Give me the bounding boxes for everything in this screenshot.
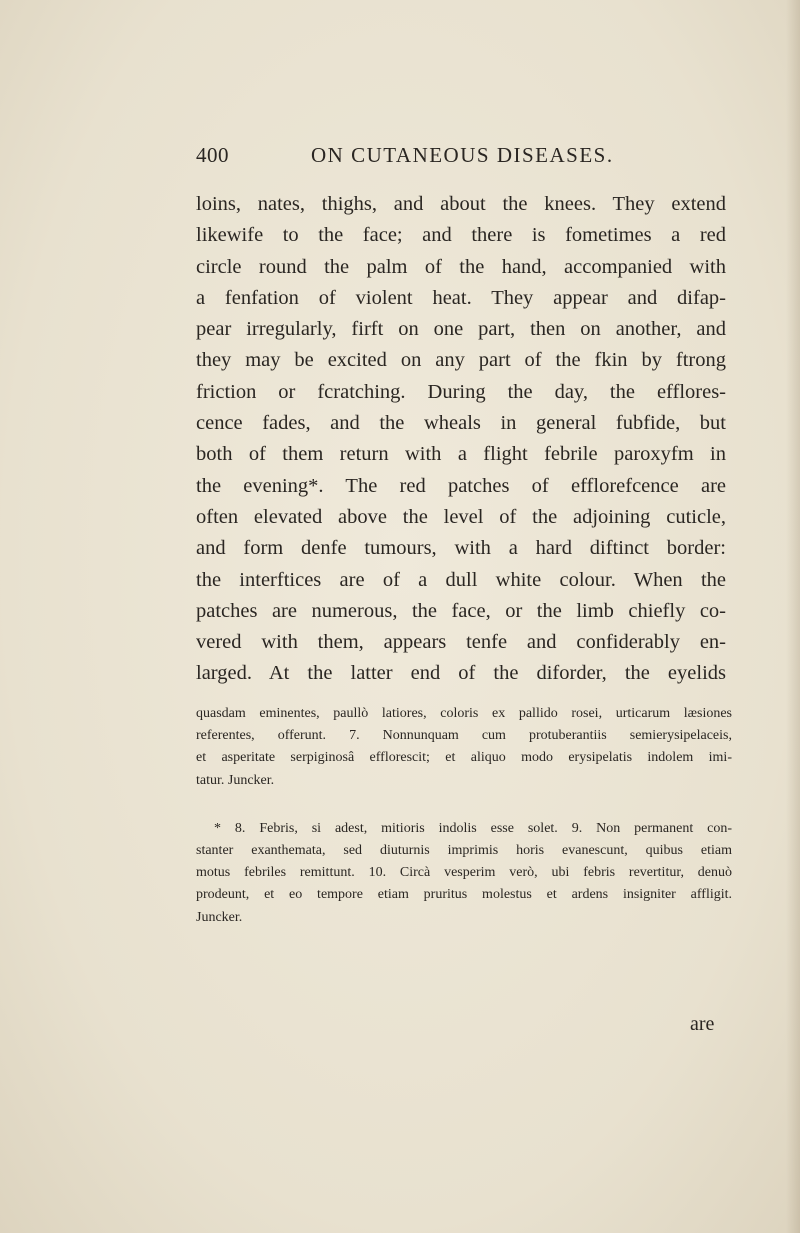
footnote-star <box>196 818 732 929</box>
text-line: vered with them, appears tenfe and confiderably en- <box>196 631 726 654</box>
footnote-continued <box>196 703 732 792</box>
page-number: 400 <box>196 143 229 167</box>
text-line: they may be excited on any part of the fkin by ftrong <box>196 349 726 372</box>
text-line: a fenfation of violent heat. They appear and difap- <box>196 286 726 309</box>
footnote-line: stanter exanthemata, sed diuturnis imprimis horis evanescunt, quibus etiam <box>196 842 732 858</box>
footnote-line: quasdam eminentes, paullò latiores, coloris ex pallido rosei, urticarum læsiones <box>196 706 732 721</box>
footnote-gap <box>196 792 732 818</box>
text-line: circle round the palm of the hand, accompanied with <box>196 255 726 278</box>
text-line: patches are numerous, the face, or the limb chiefly co- <box>196 599 726 622</box>
footnotes <box>196 703 732 929</box>
footnote-line: et asperitate serpiginosâ efflorescit; et aliquo modo erysipelatis indolem imi- <box>196 750 732 766</box>
footnote-line: motus febriles remittunt. 10. Circà vesperim verò, ubi febris revertitur, denuò <box>196 865 732 881</box>
catchword: are <box>690 1013 715 1035</box>
main-text <box>196 189 726 690</box>
text-line: friction or fcratching. During the day, the efflores- <box>196 380 726 403</box>
text-line: pear irregularly, firft on one part, then on another, and <box>196 318 726 341</box>
text-line: the interftices are of a dull white colour. When the <box>196 568 726 591</box>
footnote-line: Juncker. <box>196 909 243 925</box>
running-title: ON CUTANEOUS DISEASES. <box>311 143 614 167</box>
footnote-line: tatur. Juncker. <box>196 772 275 788</box>
text-line: and form denfe tumours, with a hard diftinct border: <box>196 537 726 560</box>
text-line: likewife to the face; and there is fometimes a red <box>196 224 726 247</box>
page-edge-shadow <box>786 0 800 1233</box>
text-line: cence fades, and the wheals in general fubfide, but <box>196 412 726 435</box>
page-header <box>196 143 726 175</box>
text-line: larged. At the latter end of the diforder, the eyelids <box>196 662 726 685</box>
footnote-line: * 8. Febris, si adest, mitioris indolis esse solet. 9. Non permanent con- <box>214 820 732 836</box>
text-line: the evening*. The red patches of efflorefcence are <box>196 474 726 497</box>
text-line: both of them return with a flight febrile paroxyfm in <box>196 443 726 466</box>
text-line: often elevated above the level of the adjoining cuticle, <box>196 505 726 528</box>
footnote-line: referentes, offerunt. 7. Nonnunquam cum protuberantiis semierysipelaceis, <box>196 728 732 744</box>
text-line: loins, nates, thighs, and about the knees. They extend <box>196 193 726 215</box>
footnote-line: prodeunt, et eo tempore etiam pruritus molestus et ardens insigniter affligit. <box>196 887 732 903</box>
